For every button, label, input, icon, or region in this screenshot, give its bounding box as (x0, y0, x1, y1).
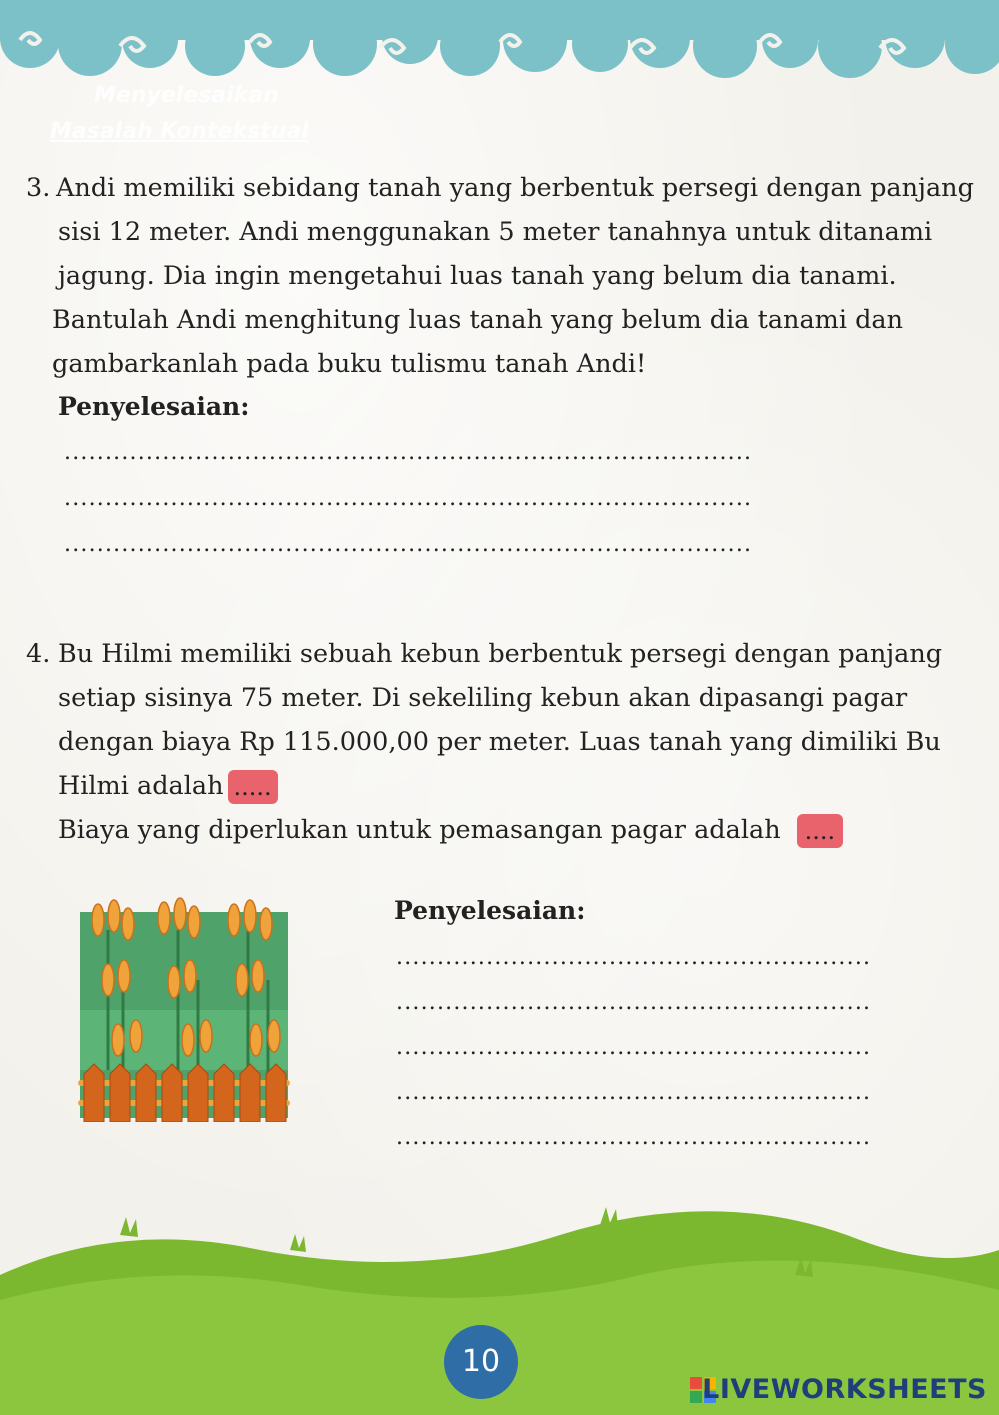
question-3-line: Bantulah Andi menghitung luas tanah yang belum dia tanami dan (52, 305, 904, 335)
question-4-answer-line[interactable]: .......................................................... (396, 990, 872, 1015)
cloud-border-decoration (0, 0, 999, 80)
question-4-line-area (58, 764, 278, 808)
question-4-answer-line[interactable]: .......................................................... (396, 1125, 872, 1150)
heading-line-2: Masalah Kontekstual (50, 119, 309, 144)
brand-wordmark[interactable]: LIVEWORKSHEETS (702, 1374, 987, 1405)
question-4 (26, 632, 986, 862)
cost-answer-blank[interactable]: .... (797, 814, 844, 848)
question-3-line: jagung. Dia ingin mengetahui luas tanah yang belum dia tanami. (58, 261, 897, 291)
question-4-answer-line[interactable]: .......................................................... (396, 1080, 872, 1105)
question-3-answer-line[interactable]: .................................................................................... (64, 440, 753, 465)
question-3-answer-line[interactable]: .................................................................................... (64, 532, 753, 557)
question-3-line: sisi 12 meter. Andi menggunakan 5 meter tanahnya untuk ditanami (58, 217, 933, 247)
question-4-answer-line[interactable]: .......................................................... (396, 1035, 872, 1060)
section-heading (40, 78, 309, 150)
question-4-cost-text: Biaya yang diperlukan untuk pemasangan pagar adalah (58, 815, 781, 845)
question-3-line: Andi memiliki sebidang tanah yang berbentuk persegi dengan panjang (56, 173, 974, 203)
question-4-number: 4. (26, 639, 51, 669)
question-3-line: gambarkanlah pada buku tulismu tanah Andi! (52, 349, 647, 379)
question-4-solution-label: Penyelesaian: (394, 896, 586, 925)
wheat-field-illustration (78, 890, 290, 1122)
question-4-answer-line[interactable]: .......................................................... (396, 945, 872, 970)
question-4-line: setiap sisinya 75 meter. Di sekeliling kebun akan dipasangi pagar (58, 683, 908, 713)
question-3 (26, 166, 986, 396)
question-4-line: Bu Hilmi memiliki sebuah kebun berbentuk persegi dengan panjang (58, 639, 943, 669)
question-4-line-cost (58, 808, 843, 852)
heading-line-1: Menyelesaikan (94, 83, 279, 108)
question-3-answer-line[interactable]: .................................................................................... (64, 486, 753, 511)
area-answer-blank[interactable]: ..... (228, 770, 278, 804)
question-3-number: 3. (26, 173, 51, 203)
question-3-solution-label: Penyelesaian: (58, 392, 250, 421)
question-4-area-text: Hilmi adalah (58, 771, 224, 801)
question-4-line: dengan biaya Rp 115.000,00 per meter. Luas tanah yang dimiliki Bu (58, 727, 941, 757)
page-number-badge: 10 (444, 1325, 518, 1399)
